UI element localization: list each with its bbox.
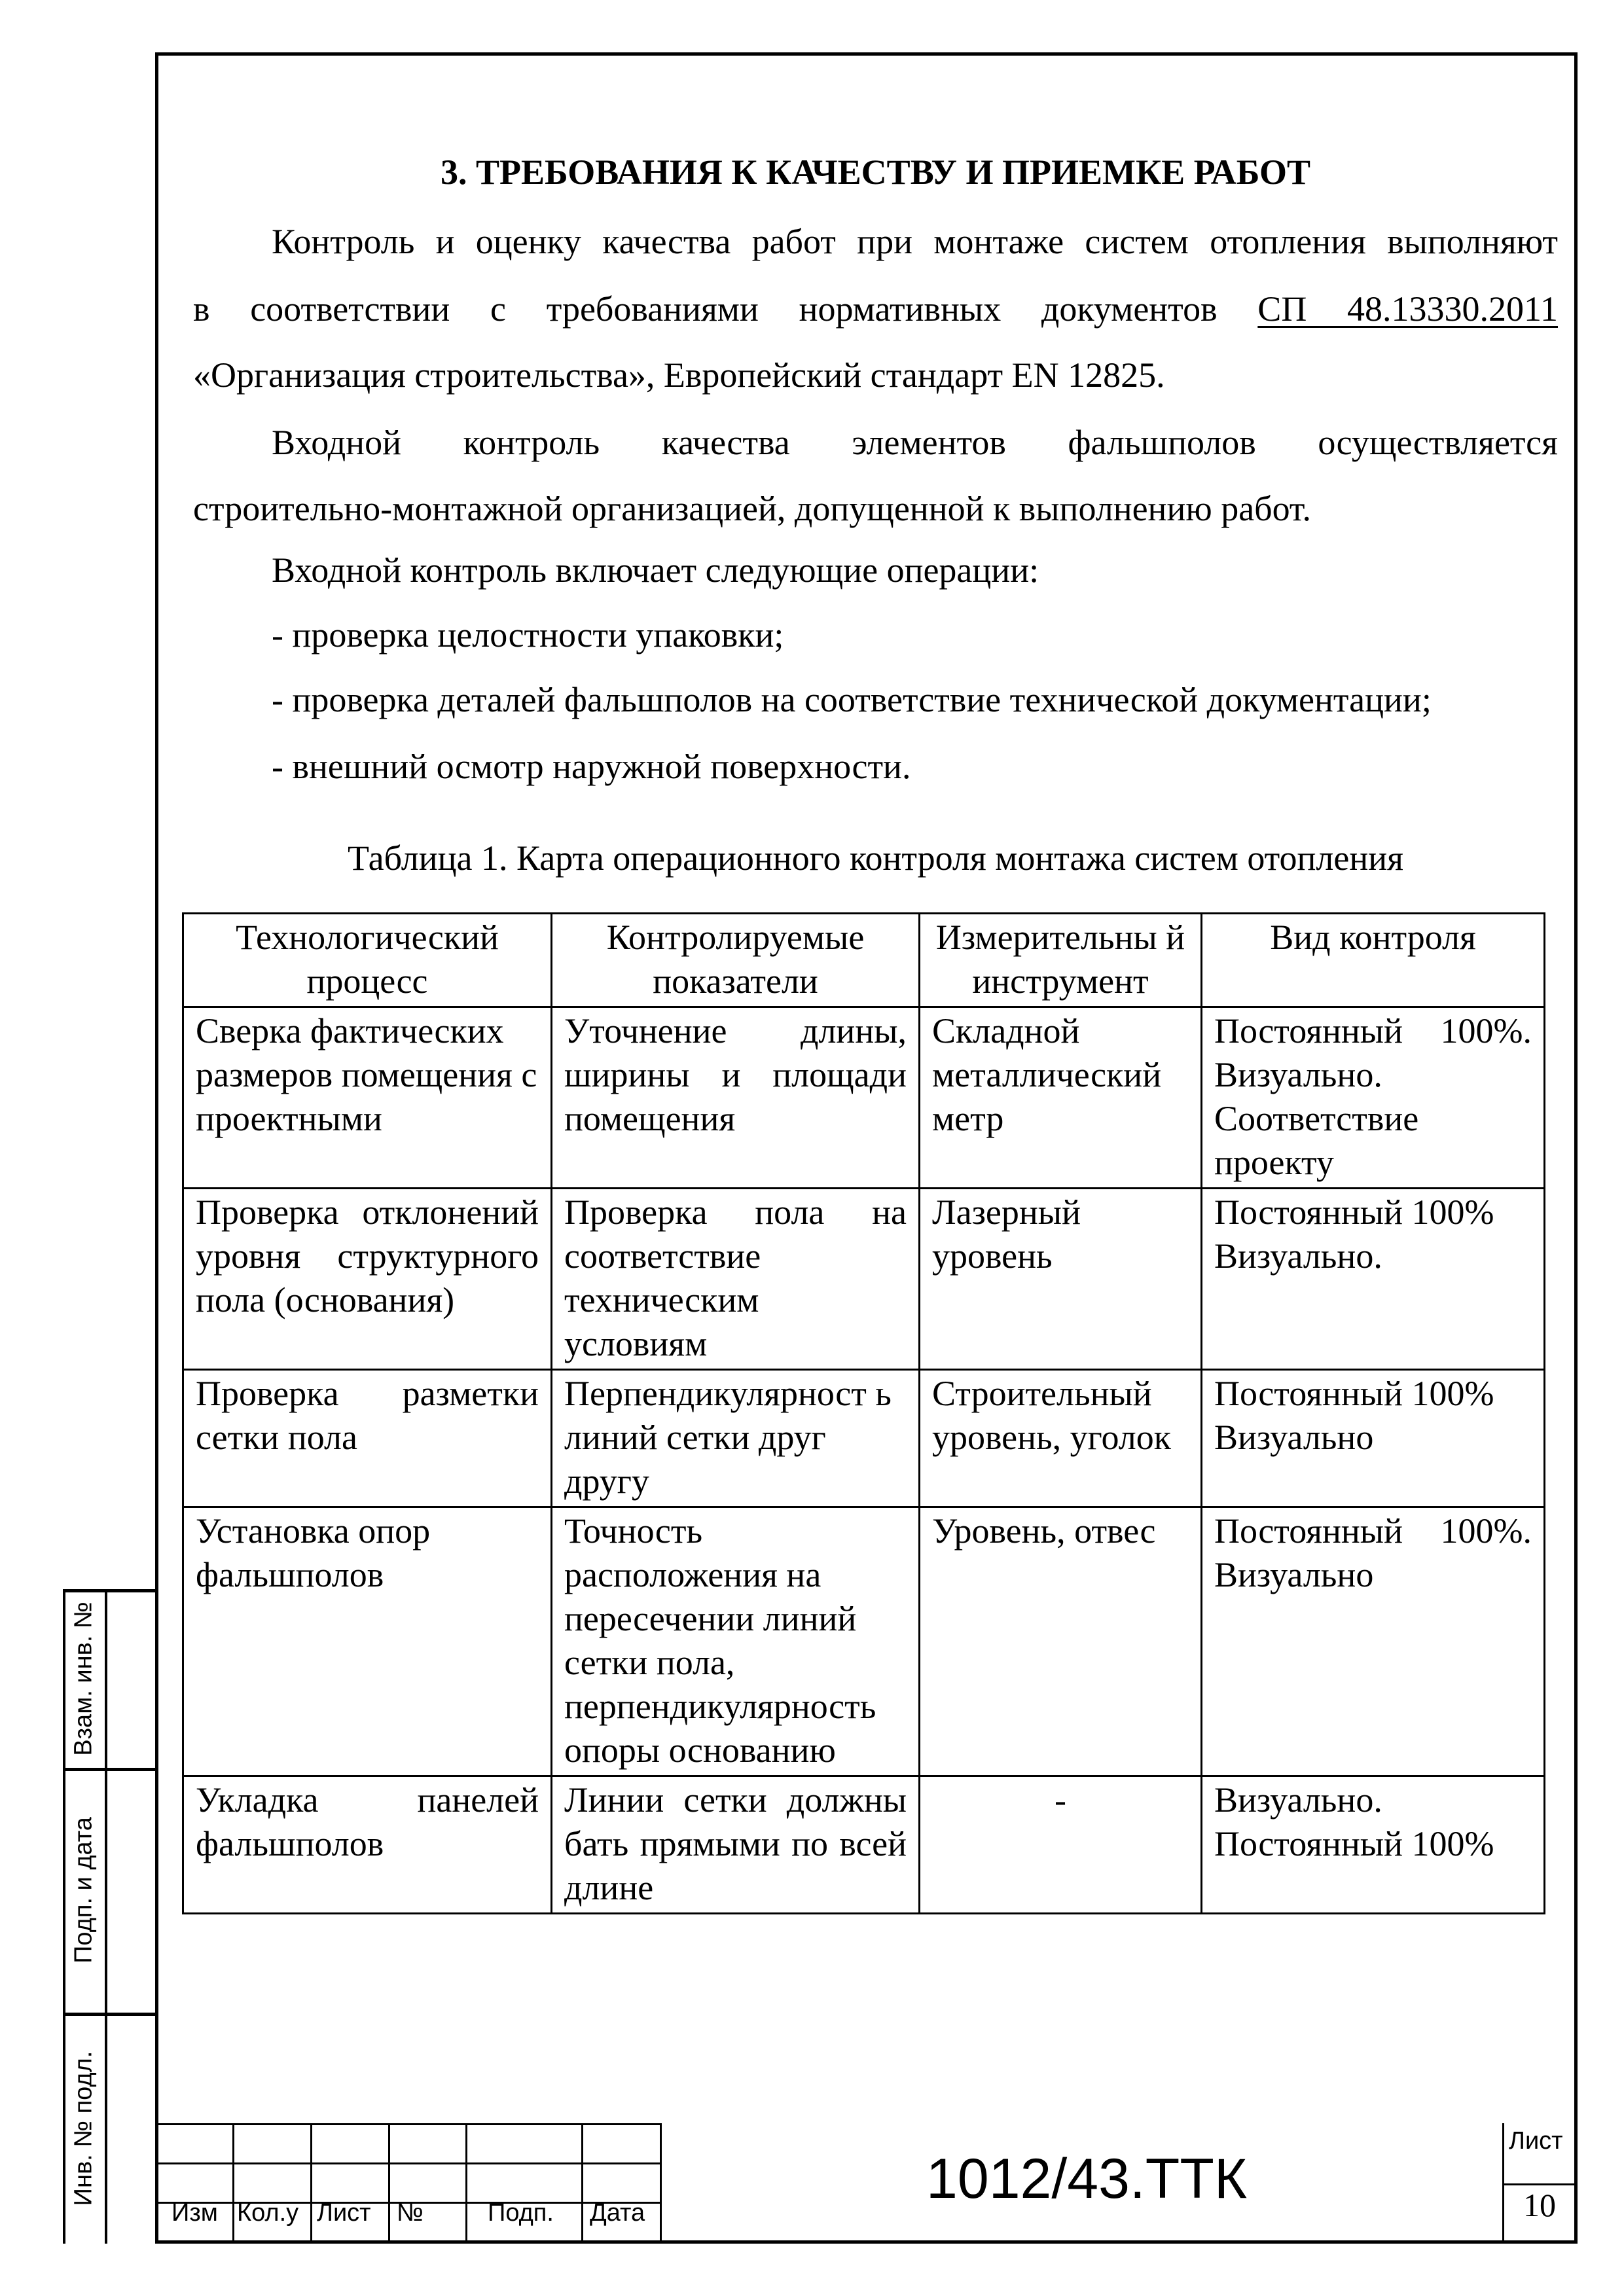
paragraph-1-line-1: Контроль и оценку качества работ при монтаже систем отопления выполняют — [272, 222, 1558, 261]
paragraph-1-line-2 — [193, 289, 1558, 329]
column-header: Вид контроля — [1202, 914, 1545, 1007]
title-block-divider — [232, 2123, 234, 2244]
normative-reference: СП 48.13330.2011 — [1257, 289, 1559, 329]
title-block-divider — [465, 2123, 467, 2244]
paragraph-3: Входной контроль включает следующие операции: — [272, 550, 1039, 590]
paragraph-1-line-3: «Организация строительства», Европейский стандарт EN 12825. — [193, 355, 1165, 395]
table-cell: Перпендикулярност ь линий сетки друг другу — [552, 1370, 920, 1507]
sheet-number: 10 — [1523, 2187, 1556, 2223]
paragraph-2-line-1: Входной контроль качества элементов фальшполов осуществляется — [272, 423, 1558, 462]
section-heading: 3. ТРЕБОВАНИЯ К КАЧЕСТВУ И ПРИЕМКЕ РАБОТ — [440, 152, 1311, 192]
document-code: 1012/43.ТТК — [926, 2147, 1247, 2210]
column-header: Технологический процесс — [183, 914, 552, 1007]
table-header-row — [183, 914, 1545, 1007]
title-block-divider — [310, 2123, 312, 2244]
table-row — [183, 1507, 1545, 1776]
revision-label: Изм — [171, 2199, 218, 2227]
column-header: Контролируемые показатели — [552, 914, 920, 1007]
table-cell: Проверка пола на соответствие техническим условиям — [552, 1189, 920, 1370]
table-cell: Постоянный 100% Визуально. — [1202, 1189, 1545, 1370]
side-stamp — [63, 1589, 155, 2244]
table-cell: Сверка фактических размеров помещения с проектными — [183, 1007, 552, 1189]
table-row — [183, 1370, 1545, 1507]
replacement-inventory-label: Взам. инв. № — [69, 1601, 98, 1756]
bullet-3: - внешний осмотр наружной поверхности. — [272, 747, 911, 786]
bullet-2: - проверка деталей фальшполов на соответствие технической документации; — [272, 680, 1432, 719]
table-cell: Постоянный 100%. Визуально. Соответствие проекту — [1202, 1007, 1545, 1189]
table-cell: Лазерный уровень — [920, 1189, 1202, 1370]
table-cell: Постоянный 100%. Визуально — [1202, 1507, 1545, 1776]
table-cell: Точность расположения на пересечении линий сетки пола, перпендикулярность опоры основанию — [552, 1507, 920, 1776]
table-row — [183, 1776, 1545, 1914]
title-block-divider — [388, 2123, 390, 2244]
original-inventory-label: Инв. № подл. — [69, 2051, 98, 2206]
title-block-rule — [1502, 2183, 1578, 2185]
title-block-top-rule — [155, 2123, 660, 2125]
date-label: Дата — [590, 2199, 645, 2227]
table-cell: Постоянный 100% Визуально — [1202, 1370, 1545, 1507]
table-cell: - — [920, 1776, 1202, 1914]
column-header: Измерительны й инструмент — [920, 914, 1202, 1007]
table-cell: Визуально. Постоянный 100% — [1202, 1776, 1545, 1914]
document-number-label: № — [397, 2199, 424, 2227]
table-cell: Проверка разметки сетки пола — [183, 1370, 552, 1507]
paragraph-2-line-2: строительно-монтажной организацией, допущенной к выполнению работ. — [193, 489, 1311, 528]
table-row — [183, 1189, 1545, 1370]
title-block-rule — [155, 2162, 660, 2164]
title-block-divider — [581, 2123, 583, 2244]
signature-label: Подп. — [488, 2199, 554, 2227]
table-cell: Складной металлический метр — [920, 1007, 1202, 1189]
table-cell: Укладка панелей фальшполов — [183, 1776, 552, 1914]
table-caption: Таблица 1. Карта операционного контроля монтажа систем отопления — [348, 838, 1403, 878]
table-row — [183, 1007, 1545, 1189]
table-cell: Уровень, отвес — [920, 1507, 1202, 1776]
operational-control-table — [182, 912, 1545, 1914]
table-cell: Уточнение длины, ширины и площади помещения — [552, 1007, 920, 1189]
bullet-1: - проверка целостности упаковки; — [272, 615, 784, 655]
table-cell: Строительный уровень, уголок — [920, 1370, 1202, 1507]
side-stamp-divider — [105, 1589, 107, 2244]
sheet-label: Лист — [1509, 2127, 1563, 2155]
paragraph-1-text: в соответствии с требованиями нормативных документов — [193, 289, 1218, 329]
table-cell: Проверка отклонений уровня структурного пола (основания) — [183, 1189, 552, 1370]
table-cell: Установка опор фальшполов — [183, 1507, 552, 1776]
signature-date-label: Подп. и дата — [69, 1817, 98, 1964]
quantity-label: Кол.у — [237, 2199, 299, 2227]
table-cell: Линии сетки должны бать прямыми по всей длине — [552, 1776, 920, 1914]
sheet-column-label: Лист — [317, 2199, 371, 2227]
